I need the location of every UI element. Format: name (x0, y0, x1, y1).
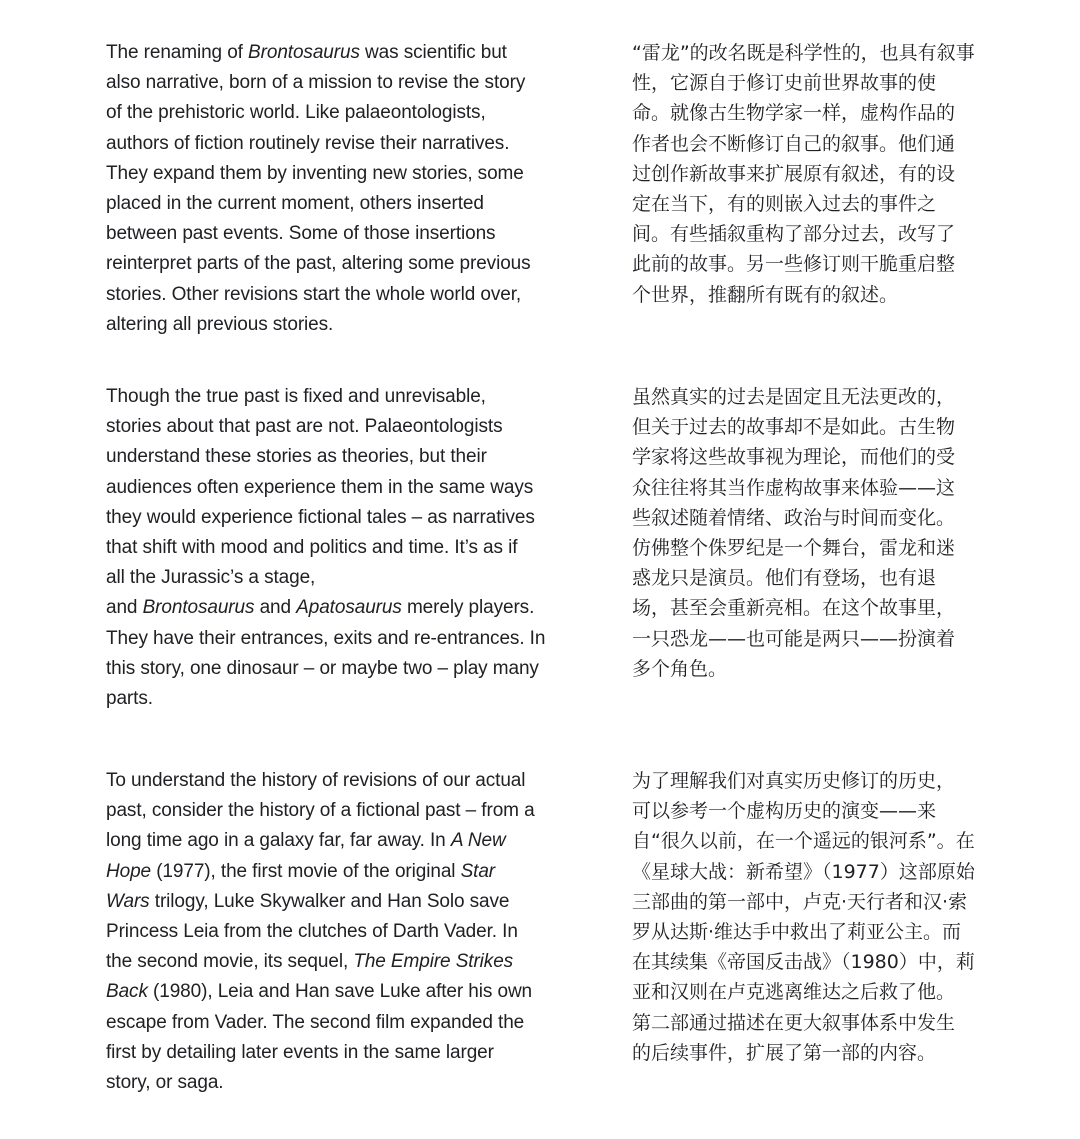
chinese-text-line: 场，甚至会重新亮相。在这个故事里， (632, 597, 956, 620)
chinese-text-line: 多个角色。 (632, 657, 728, 680)
text-segment: also narrative, born of a mission to revise the story (106, 72, 526, 94)
text-segment: Though the true past is fixed and unrevisable, (106, 386, 486, 407)
english-text-line (106, 503, 568, 533)
english-text-line (106, 382, 568, 412)
english-text-line (106, 442, 568, 472)
english-text-line (106, 1008, 568, 1038)
text-segment: this story, one dinosaur – or maybe two – play many (106, 657, 539, 679)
text-segment: placed in the current moment, others inserted (106, 193, 484, 215)
english-text-line (106, 796, 568, 826)
text-segment: They expand them by inventing new stories, some (106, 162, 524, 184)
english-text-line (106, 977, 568, 1007)
chinese-text-line: 定在当下，有的则嵌入过去的事件之 (632, 193, 937, 216)
text-segment: reinterpret parts of the past, altering some previous (106, 253, 531, 275)
text-segment: that shift with mood and politics and time. It’s as if (106, 537, 518, 559)
english-text-line (106, 624, 568, 654)
text-segment: stories about that past are not. Palaeontologists (106, 416, 503, 438)
text-segment: (1977), the first movie of the original (151, 860, 461, 882)
text-segment: parts. (106, 688, 153, 710)
chinese-text-line: 仿佛整个侏罗纪是一个舞台，雷龙和迷 (632, 537, 956, 560)
english-text-line (106, 473, 568, 503)
text-segment: was scientific but (359, 42, 507, 63)
italic-title-text: Back (106, 981, 148, 1003)
italic-title-text: Hope (106, 860, 152, 882)
chinese-text-line: 但关于过去的故事却不是如此。古生物 (632, 416, 956, 439)
english-text-line (106, 280, 568, 310)
english-text-line (106, 249, 568, 279)
chinese-text-line: 罗从达斯·维达手中救出了莉亚公主。而 (632, 921, 962, 944)
chinese-text-line: 一只恐龙——也可能是两只——扮演着 (632, 627, 956, 650)
chinese-text-line: 在其续集《帝国反击战》（1980）中，莉 (632, 951, 975, 974)
english-text-line (106, 38, 568, 68)
english-text-line (106, 533, 568, 563)
text-segment: stories. Other revisions start the whole world over, (106, 283, 522, 305)
text-segment: altering all previous stories. (106, 313, 334, 335)
english-text-line (106, 412, 568, 442)
italic-title-text: Star (460, 860, 496, 882)
english-text-line (106, 189, 568, 219)
chinese-paragraph (632, 766, 994, 1068)
chinese-text-line: 惑龙只是演员。他们有登场，也有退 (632, 567, 937, 590)
english-text-line (106, 826, 568, 856)
chinese-text-line: 亚和汉则在卢克逃离维达之后救了他。 (632, 981, 956, 1004)
english-text-line (106, 563, 568, 593)
chinese-text-line: “雷龙”的改名既是科学性的，也具有叙事 (632, 42, 975, 64)
text-segment: story, or saga. (106, 1072, 224, 1094)
english-text-line (106, 1068, 568, 1098)
italic-title-text: A New (450, 830, 506, 852)
text-segment: Princess Leia from the clutches of Darth Vader. In (106, 921, 518, 943)
text-segment: between past events. Some of those insertions (106, 223, 496, 245)
text-segment: They have their entrances, exits and re-entrances. In (106, 627, 546, 649)
chinese-text-line: 可以参考一个虚构历史的演变——来 (632, 800, 937, 823)
chinese-text-line: 的后续事件，扩展了第一部的内容。 (632, 1041, 937, 1064)
english-text-line (106, 310, 568, 340)
italic-title-text: Apatosaurus (296, 597, 402, 619)
chinese-text-line: 间。有些插叙重构了部分过去，改写了 (632, 223, 956, 246)
english-text-line (106, 654, 568, 684)
chinese-text-line: 命。就像古生物学家一样，虚构作品的 (632, 102, 956, 125)
italic-title-text: Brontosaurus (248, 42, 360, 63)
chinese-text-line: 自“很久以前，在一个遥远的银河系”。在 (632, 830, 975, 853)
english-text-line (106, 917, 568, 947)
text-segment: of the prehistoric world. Like palaeontologists, (106, 102, 486, 124)
text-segment: past, consider the history of a fictional past – from a (106, 800, 535, 822)
english-text-line (106, 1038, 568, 1068)
text-segment: To understand the history of revisions of our actual (106, 770, 526, 791)
text-segment: merely players. (401, 597, 535, 619)
text-segment: trilogy, Luke Skywalker and Han Solo save (149, 890, 510, 912)
chinese-text-line: 些叙述随着情绪、政治与时间而变化。 (632, 506, 956, 529)
chinese-text-line: 个世界，推翻所有既有的叙述。 (632, 283, 899, 306)
english-paragraph (106, 38, 568, 340)
chinese-text-line: 此前的故事。另一些修订则干脆重启整 (632, 253, 956, 276)
chinese-text-line: 众往往将其当作虚构故事来体验——这 (632, 476, 956, 499)
chinese-text-line: 作者也会不断修订自己的叙事。他们通 (632, 132, 956, 155)
chinese-text-line: 《星球大战：新希望》（1977）这部原始 (632, 860, 975, 883)
italic-title-text: The Empire Strikes (353, 951, 514, 973)
english-text-line (106, 68, 568, 98)
text-segment: audiences often experience them in the same ways (106, 476, 534, 498)
text-segment: and (254, 597, 297, 619)
english-text-line (106, 857, 568, 887)
english-text-line (106, 98, 568, 128)
text-segment: The renaming of (106, 42, 249, 63)
chinese-text-line: 性，它源自于修订史前世界故事的使 (632, 72, 937, 95)
english-text-line (106, 947, 568, 977)
english-text-line (106, 684, 568, 714)
italic-title-text: Brontosaurus (142, 597, 255, 619)
text-segment: first by detailing later events in the same larger (106, 1041, 494, 1063)
chinese-text-line: 第二部通过描述在更大叙事体系中发生 (632, 1011, 956, 1034)
chinese-paragraph (632, 38, 994, 310)
english-text-line (106, 593, 568, 623)
italic-title-text: Wars (106, 890, 150, 912)
english-text-line (106, 159, 568, 189)
english-paragraph (106, 382, 568, 714)
english-paragraph (106, 766, 568, 1098)
chinese-text-line: 为了理解我们对真实历史修订的历史， (632, 770, 956, 792)
text-segment: the second movie, its sequel, (106, 951, 354, 973)
text-segment: understand these stories as theories, but their (106, 446, 487, 468)
chinese-text-line: 过创作新故事来扩展原有叙述，有的设 (632, 162, 956, 185)
english-text-line (106, 766, 568, 796)
text-segment: (1980), Leia and Han save Luke after his own (147, 981, 533, 1003)
text-segment: escape from Vader. The second film expanded the (106, 1011, 525, 1033)
chinese-text-line: 三部曲的第一部中，卢克·天行者和汉·索 (632, 890, 968, 913)
chinese-text-line: 学家将这些故事视为理论，而他们的受 (632, 446, 956, 469)
text-segment: all the Jurassic’s a stage, (106, 567, 316, 589)
chinese-paragraph (632, 382, 994, 684)
text-segment: authors of fiction routinely revise their narratives. (106, 132, 510, 154)
text-segment: and (106, 597, 143, 619)
english-text-line (106, 887, 568, 917)
chinese-text-line: 虽然真实的过去是固定且无法更改的， (632, 386, 956, 408)
english-text-line (106, 129, 568, 159)
text-segment: long time ago in a galaxy far, far away. In (106, 830, 451, 852)
english-text-line (106, 219, 568, 249)
text-segment: they would experience fictional tales – as narratives (106, 506, 535, 528)
